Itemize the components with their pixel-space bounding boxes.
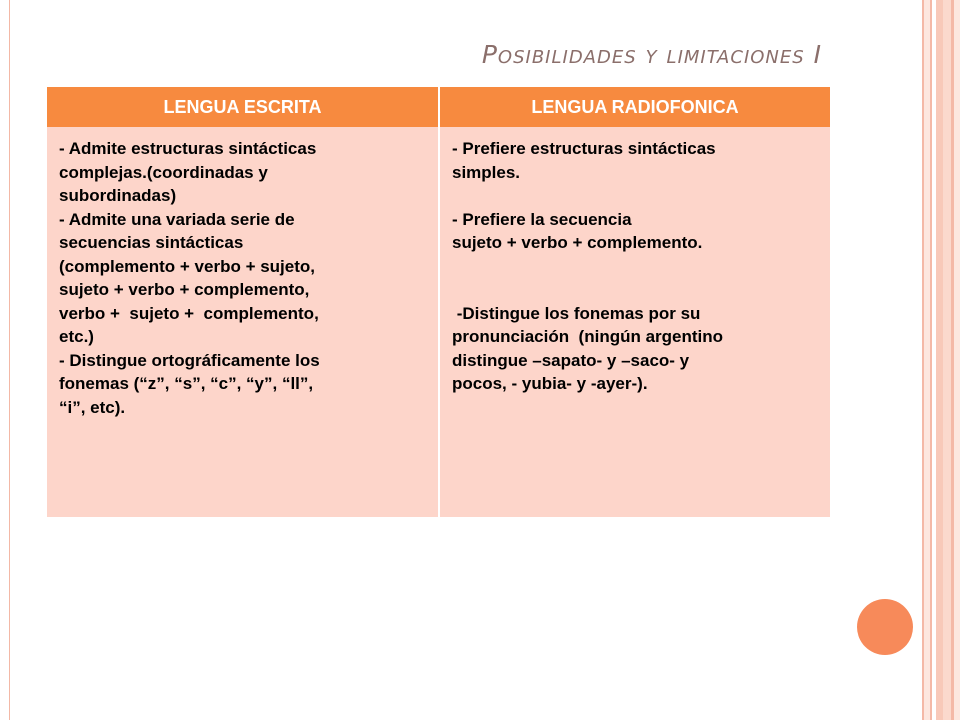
text-line: - Admite estructuras sintácticas (59, 139, 317, 158)
text-line: - Prefiere estructuras sintácticas (452, 139, 716, 158)
comparison-table (47, 87, 830, 517)
text-line: subordinadas) (59, 186, 177, 205)
text-line: - Distingue ortográficamente los (59, 350, 320, 370)
header-lengua-radiofonica: LENGUA RADIOFONICA (439, 87, 830, 127)
text-line: - Admite una variada serie de (59, 209, 295, 229)
text-line: complejas.(coordinadas y (59, 162, 268, 182)
text-line: pronunciación (ningún argentino (452, 327, 724, 346)
text-line: -Distingue los fonemas por su (452, 303, 701, 323)
text-line: pocos, - yubia- y -ayer-). (452, 374, 648, 393)
table-row (47, 127, 830, 517)
text-line: (complemento + verbo + sujeto, (59, 256, 316, 276)
text-line: verbo + sujeto + complemento, (59, 303, 319, 323)
cell-lengua-radiofonica (439, 127, 830, 517)
text-line: sujeto + verbo + complemento, (59, 280, 310, 299)
text-line: “i”, etc). (59, 397, 126, 417)
decorative-circle (857, 599, 913, 655)
slide-left-border (0, 0, 10, 720)
text-line: simples. (452, 162, 521, 182)
header-lengua-escrita: LENGUA ESCRITA (47, 87, 439, 127)
cell-lengua-escrita (47, 127, 439, 517)
blank-line (452, 278, 820, 302)
text-line: sujeto + verbo + complemento. (452, 233, 703, 252)
text-line: fonemas (“z”, “s”, “c”, “y”, “ll”, (59, 374, 314, 393)
text-line: etc.) (59, 327, 94, 346)
slide-title: Posibilidades y limitaciones I (481, 40, 822, 69)
decorative-stripes (919, 0, 960, 720)
text-line: - Prefiere la secuencia (452, 209, 632, 229)
blank-line (452, 184, 820, 208)
text-line: secuencias sintácticas (59, 233, 244, 252)
blank-line (452, 255, 820, 279)
table-header-row (47, 87, 830, 127)
text-line: distingue –sapato- y –saco- y (452, 350, 690, 370)
